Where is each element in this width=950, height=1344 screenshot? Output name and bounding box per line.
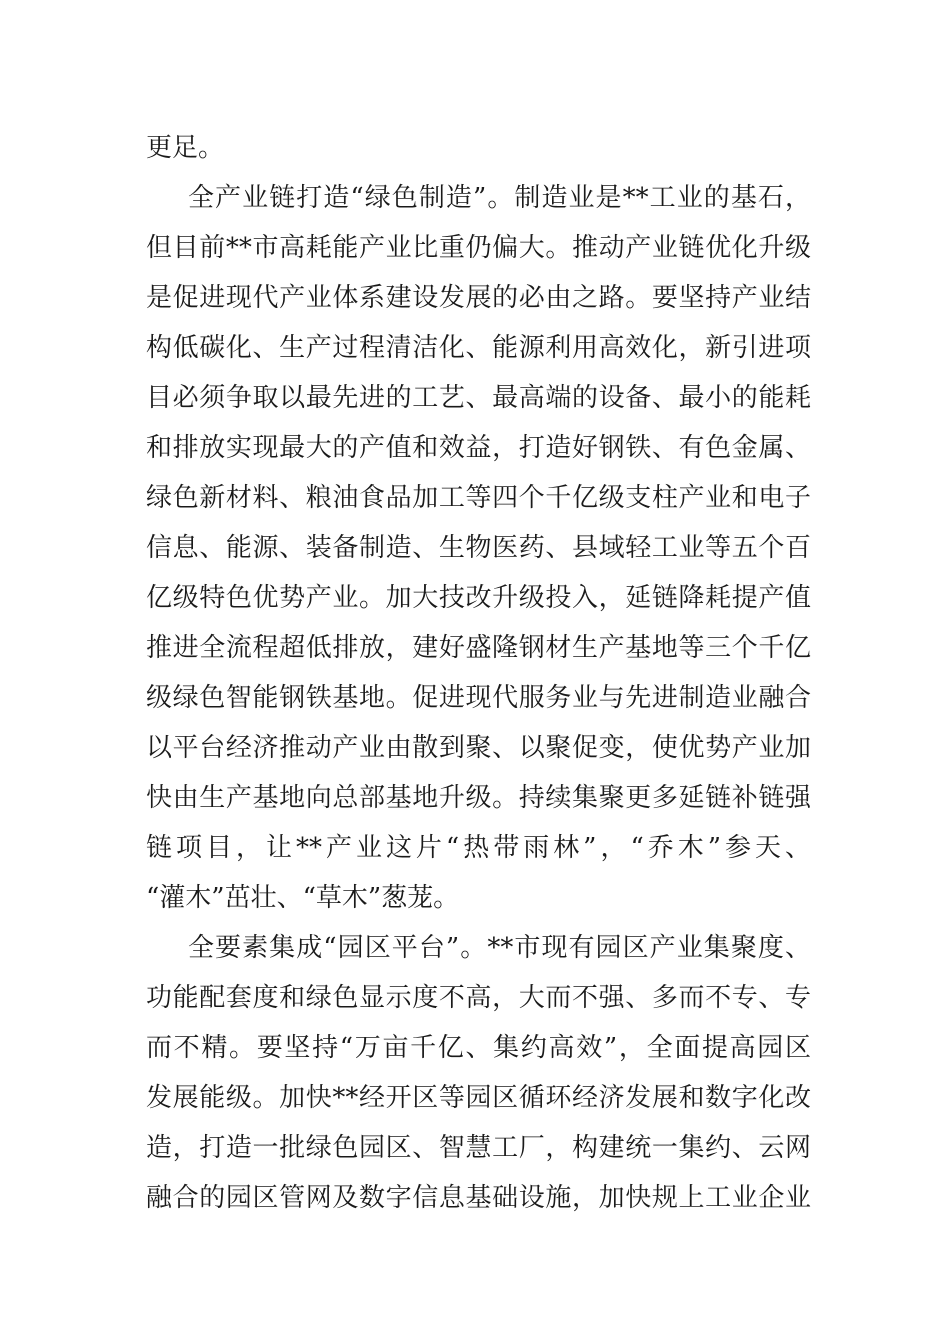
text-line: 更足。 xyxy=(146,133,225,163)
text-line: 造，打造一批绿色园区、智慧工厂，构建统一集约、云网 xyxy=(146,1133,811,1163)
text-line: 信息、能源、装备制造、生物医药、县域轻工业等五个百 xyxy=(146,533,811,563)
text-line: 构低碳化、生产过程清洁化、能源利用高效化，新引进项 xyxy=(146,333,811,363)
text-line: 和排放实现最大的产值和效益，打造好钢铁、有色金属、 xyxy=(146,433,811,463)
text-line: 目必须争取以最先进的工艺、最高端的设备、最小的能耗 xyxy=(146,383,811,413)
text-line: 推进全流程超低排放，建好盛隆钢材生产基地等三个千亿 xyxy=(146,633,811,663)
text-line: 功能配套度和绿色显示度不高，大而不强、多而不专、专 xyxy=(146,983,811,1013)
text-line: 链项目，让**产业这片“热带雨林”，“乔木”参天、 xyxy=(146,833,811,863)
text-line: “灌木”茁壮、“草木”葱茏。 xyxy=(146,883,460,913)
text-line: 亿级特色优势产业。加大技改升级投入，延链降耗提产值 xyxy=(146,583,811,613)
text-line: 级绿色智能钢铁基地。促进现代服务业与先进制造业融合 xyxy=(146,683,811,713)
text-line: 但目前**市高耗能产业比重仍偏大。推动产业链优化升级 xyxy=(146,233,811,263)
text-line: 绿色新材料、粮油食品加工等四个千亿级支柱产业和电子 xyxy=(146,483,811,513)
paragraph-heading-line: 全要素集成“园区平台”。**市现有园区产业集聚度、 xyxy=(188,933,811,963)
paragraph-heading-line: 全产业链打造“绿色制造”。制造业是**工业的基石， xyxy=(188,183,811,213)
text-line: 快由生产基地向总部基地升级。持续集聚更多延链补链强 xyxy=(146,783,811,813)
text-line: 而不精。要坚持“万亩千亿、集约高效”，全面提高园区 xyxy=(146,1033,811,1063)
text-line: 发展能级。加快**经开区等园区循环经济发展和数字化改 xyxy=(146,1083,811,1113)
text-line: 以平台经济推动产业由散到聚、以聚促变，使优势产业加 xyxy=(146,733,811,763)
text-line: 是促进现代产业体系建设发展的必由之路。要坚持产业结 xyxy=(146,283,811,313)
text-line: 融合的园区管网及数字信息基础设施，加快规上工业企业 xyxy=(146,1183,811,1213)
